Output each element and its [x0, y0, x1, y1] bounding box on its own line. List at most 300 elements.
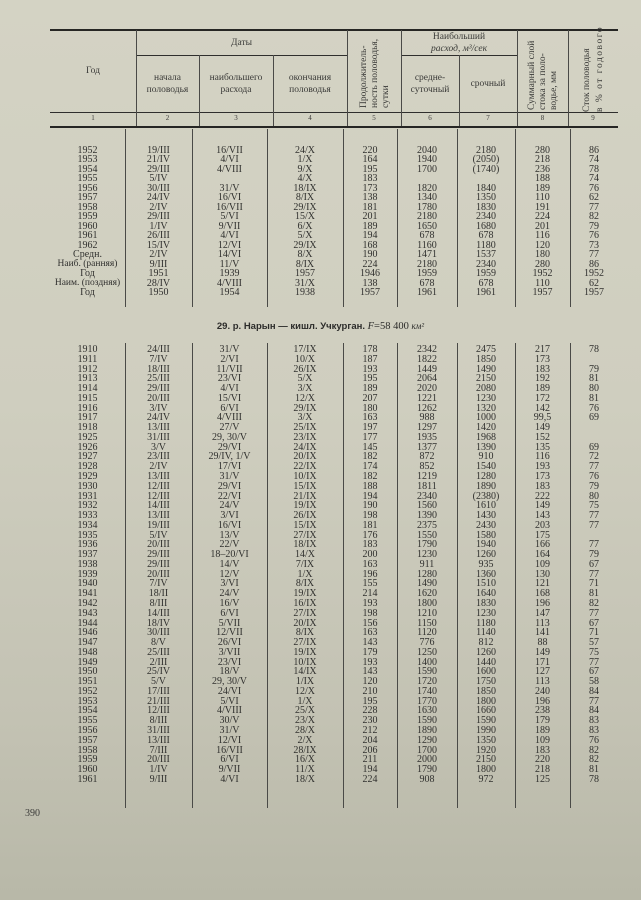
cell-duration: 181 — [362, 201, 378, 213]
cell-max-instant-flow: 1640 — [476, 588, 496, 600]
cell-peak-date: 6/VI — [220, 402, 239, 414]
cell-duration: 181 — [362, 519, 378, 531]
cell-duration: 183 — [362, 173, 378, 185]
cell-max-daily-flow: 1720 — [417, 676, 437, 688]
page-number: 390 — [25, 808, 40, 819]
section-number: 29. — [216, 321, 231, 332]
header-max-flow-line: расход, м³/сек — [430, 43, 488, 54]
cell-max-daily-flow: 872 — [419, 451, 435, 463]
cell-end-date: 10/X — [295, 353, 315, 365]
header-year-label: Год — [86, 66, 100, 76]
cell-duration: 138 — [362, 277, 378, 289]
header-instant-label: срочный — [470, 79, 506, 89]
cell-start-date: 2/IV — [149, 201, 168, 213]
cell-end-date: 21/IX — [293, 490, 317, 502]
cell-max-daily-flow: 1890 — [417, 725, 437, 737]
cell-end-date: 8/IX — [295, 258, 315, 270]
cell-max-instant-flow: 1920 — [476, 744, 496, 756]
cell-max-instant-flow: 2080 — [476, 383, 496, 395]
cell-peak-date: 26/VI — [217, 637, 242, 649]
cell-end-date: 20/IX — [293, 451, 317, 463]
cell-max-instant-flow: 2180 — [476, 145, 496, 156]
cell-max-instant-flow: 1537 — [476, 249, 496, 261]
cell-max-instant-flow: 1510 — [476, 578, 496, 590]
cell-peak-date: 1954 — [219, 287, 240, 299]
cell-flood-runoff-percent: 82 — [589, 754, 599, 766]
header-max-flow-group — [401, 30, 517, 55]
cell-flood-runoff-percent: 81 — [589, 588, 599, 600]
cell-runoff-depth: 189 — [535, 383, 550, 395]
cell-start-date: 1950 — [148, 287, 169, 299]
cell-start-date: 9/III — [149, 773, 168, 785]
cell-max-daily-flow: 852 — [419, 461, 435, 473]
cell-end-date: 25/IX — [293, 422, 317, 434]
section-station-name: р. Нарын — кишл. Учкурган. — [232, 321, 365, 332]
cell-peak-date: 18/V — [219, 666, 240, 678]
cell-year: Средн. — [73, 249, 102, 261]
cell-end-date: 3/X — [297, 412, 313, 424]
cell-peak-date: 15/VI — [217, 392, 242, 404]
cell-peak-date: 9/VII — [218, 764, 241, 776]
cell-year: 1961 — [77, 230, 98, 242]
cell-flood-runoff-percent: 86 — [589, 145, 599, 156]
cell-peak-date: 4/VIII — [217, 277, 242, 289]
cell-max-daily-flow: 1280 — [417, 568, 437, 580]
cell-peak-date: 23/VI — [217, 373, 242, 385]
cell-max-daily-flow: 2180 — [417, 258, 437, 270]
cell-max-daily-flow: 988 — [419, 412, 435, 424]
cell-duration: 120 — [362, 676, 378, 688]
cell-start-date: 18/II — [148, 588, 169, 600]
cell-end-date: 22/IX — [293, 461, 317, 473]
cell-duration: 180 — [362, 402, 378, 414]
cell-max-daily-flow: 2000 — [417, 754, 437, 766]
cell-max-instant-flow: 678 — [478, 230, 494, 242]
cell-flood-runoff-percent: 75 — [589, 500, 599, 512]
cell-year: 1952 — [77, 685, 98, 697]
cell-year: 1957 — [77, 192, 98, 204]
cell-end-date: 18/IX — [293, 539, 317, 551]
cell-peak-date: 4/VI — [220, 383, 239, 395]
cell-runoff-depth: 189 — [535, 182, 550, 194]
cell-end-date: 14/X — [295, 549, 315, 561]
cell-flood-runoff-percent: 67 — [589, 666, 599, 678]
cell-flood-runoff-percent: 77 — [589, 249, 599, 261]
cell-max-daily-flow: 1800 — [417, 598, 437, 610]
cell-duration: 195 — [362, 695, 378, 707]
cell-year: 1937 — [77, 549, 98, 561]
cell-max-daily-flow: 1550 — [417, 529, 437, 541]
cell-flood-runoff-percent: 76 — [589, 230, 599, 242]
cell-runoff-depth: 125 — [535, 773, 550, 785]
cell-duration: 182 — [362, 451, 378, 463]
cell-max-daily-flow: 1340 — [417, 192, 437, 204]
cell-year: 1928 — [77, 461, 98, 473]
cell-duration: 200 — [362, 549, 378, 561]
section-area-label: F — [367, 321, 375, 332]
cell-duration: 1957 — [360, 287, 380, 299]
cell-year: 1918 — [77, 422, 98, 434]
cell-runoff-depth: 143 — [535, 510, 550, 522]
cell-start-date: 3/V — [151, 441, 166, 453]
cell-start-date: 13/III — [147, 422, 170, 434]
cell-max-daily-flow: 678 — [419, 230, 435, 242]
cell-duration: 189 — [362, 383, 378, 395]
cell-year: Год — [80, 287, 95, 299]
cell-max-instant-flow: 1660 — [476, 705, 496, 717]
cell-year: 1925 — [77, 431, 98, 443]
cell-runoff-depth: 1957 — [532, 287, 553, 299]
cell-year: Наим. (поздняя) — [54, 277, 121, 288]
cell-end-date: 23/X — [295, 715, 315, 727]
cell-peak-date: 16/VII — [216, 744, 243, 756]
cell-max-instant-flow: 1840 — [476, 182, 496, 194]
cell-runoff-depth: 164 — [535, 549, 550, 561]
cell-peak-date: 5/VI — [220, 695, 239, 707]
cell-start-date: 1951 — [148, 268, 169, 280]
cell-end-date: 1/X — [297, 568, 313, 580]
cell-peak-date: 29/VI — [217, 480, 242, 492]
cell-max-instant-flow: 1580 — [476, 529, 496, 541]
cell-peak-date: 4/VIII — [217, 163, 242, 175]
cell-end-date: 16/X — [295, 754, 315, 766]
cell-end-date: 8/IX — [295, 627, 315, 639]
cell-max-instant-flow: 1890 — [476, 480, 496, 492]
cell-year: 1927 — [77, 451, 98, 463]
cell-start-date: 5/IV — [149, 529, 168, 541]
cell-year: 1939 — [77, 568, 98, 580]
cell-max-instant-flow: 1590 — [476, 715, 496, 727]
cell-start-date: 25/IV — [146, 666, 171, 678]
cell-runoff-depth: 149 — [535, 422, 550, 434]
cell-runoff-depth: 99,5 — [533, 412, 552, 424]
cell-duration: 224 — [362, 258, 378, 270]
cell-max-instant-flow: 2475 — [476, 344, 496, 355]
cell-max-instant-flow: (2380) — [472, 490, 500, 502]
cell-start-date: 20/III — [147, 754, 170, 766]
cell-flood-runoff-percent: 69 — [589, 441, 599, 453]
cell-start-date: 2/IV — [149, 249, 168, 261]
cell-year: 1959 — [77, 211, 98, 223]
header-max-flow-line: Наибольший — [432, 31, 486, 42]
cell-start-date: 5/V — [151, 676, 166, 688]
cell-peak-date: 4/VI — [220, 773, 239, 785]
cell-max-instant-flow: 1600 — [476, 666, 496, 678]
cell-year: 1932 — [77, 500, 98, 512]
cell-flood-runoff-percent: 75 — [589, 646, 599, 658]
header-year — [50, 30, 136, 112]
cell-peak-date: 29/VI — [217, 441, 242, 453]
cell-start-date: 19/III — [147, 145, 170, 156]
cell-flood-runoff-percent: 81 — [589, 373, 599, 385]
cell-peak-date: 14/V — [219, 558, 240, 570]
cell-peak-date: 22/VI — [217, 490, 242, 502]
cell-end-date: 29/IX — [293, 402, 317, 414]
cell-duration: 193 — [362, 656, 378, 668]
cell-start-date: 8/III — [149, 598, 168, 610]
cell-peak-date: 12/VI — [217, 239, 242, 251]
column-number: 9 — [591, 114, 595, 122]
cell-end-date: 5/X — [297, 373, 313, 385]
table-row — [0, 288, 641, 297]
cell-max-instant-flow: 1940 — [476, 539, 496, 551]
cell-max-instant-flow: 1968 — [476, 431, 496, 443]
header-daily-mean — [401, 56, 459, 112]
cell-duration: 138 — [362, 192, 378, 204]
cell-runoff-depth: 152 — [535, 431, 550, 443]
cell-start-date: 1/IV — [149, 764, 168, 776]
cell-runoff-depth: 120 — [535, 239, 550, 251]
cell-end-date: 12/X — [295, 392, 315, 404]
cell-peak-date: 31/V — [219, 725, 240, 737]
cell-duration: 179 — [362, 646, 378, 658]
cell-year: 1943 — [77, 607, 98, 619]
cell-max-daily-flow: 776 — [419, 637, 435, 649]
cell-year: 1957 — [77, 734, 98, 746]
cell-max-instant-flow: 1180 — [476, 617, 496, 629]
cell-end-date: 12/X — [295, 685, 315, 697]
cell-start-date: 3/IV — [149, 402, 168, 414]
cell-runoff-depth: 149 — [535, 500, 550, 512]
cell-flood-runoff-percent: 71 — [589, 578, 599, 590]
cell-flood-runoff-percent: 84 — [589, 685, 599, 697]
cell-max-daily-flow: 1959 — [417, 268, 437, 280]
cell-start-date: 29/III — [147, 163, 170, 175]
cell-start-date: 9/III — [149, 258, 168, 270]
cell-start-date: 30/III — [147, 627, 170, 639]
cell-runoff-depth: 113 — [535, 676, 550, 688]
cell-flood-runoff-percent: 78 — [589, 163, 599, 175]
cell-start-date: 21/III — [147, 695, 170, 707]
cell-max-daily-flow: 911 — [419, 558, 435, 570]
cell-max-daily-flow: 1297 — [417, 422, 437, 434]
cell-start-date: 24/IV — [146, 412, 171, 424]
cell-flood-runoff-percent: 74 — [589, 173, 599, 185]
cell-start-date: 8/III — [149, 715, 168, 727]
cell-peak-date: 18–20/VI — [210, 549, 249, 561]
cell-end-date: 29/IX — [293, 201, 317, 213]
cell-flood-runoff-percent: 79 — [589, 480, 599, 492]
cell-peak-date: 31/V — [219, 344, 240, 355]
cell-peak-date: 24/V — [219, 500, 240, 512]
cell-duration: 230 — [362, 715, 378, 727]
cell-flood-runoff-percent: 1952 — [584, 268, 604, 280]
cell-year: 1914 — [77, 383, 98, 395]
cell-max-instant-flow: 910 — [478, 451, 494, 463]
cell-year: 1960 — [77, 764, 98, 776]
cell-max-instant-flow: 1350 — [476, 734, 496, 746]
cell-year: 1929 — [77, 471, 98, 482]
cell-max-instant-flow: 1390 — [476, 441, 496, 453]
cell-year: 1961 — [77, 773, 98, 785]
cell-runoff-depth: 173 — [535, 471, 550, 482]
cell-duration: 145 — [362, 441, 378, 453]
cell-end-date: 8/X — [297, 249, 313, 261]
cell-peak-date: 29/IV, 1/V — [208, 451, 251, 463]
cell-duration: 182 — [362, 471, 378, 482]
cell-start-date: 29/III — [147, 211, 170, 223]
cell-runoff-depth: 110 — [535, 277, 550, 289]
cell-flood-runoff-percent: 86 — [589, 258, 599, 270]
cell-runoff-depth: 222 — [535, 490, 550, 502]
cell-flood-runoff-percent: 77 — [589, 695, 599, 707]
cell-duration: 156 — [362, 617, 378, 629]
cell-start-date: 12/III — [147, 490, 170, 502]
cell-max-instant-flow: 1830 — [476, 201, 496, 213]
cell-max-instant-flow: 1850 — [476, 685, 496, 697]
header-end-date-line: окончания — [288, 73, 332, 83]
cell-max-daily-flow: 1210 — [417, 607, 437, 619]
cell-year: 1960 — [77, 220, 98, 232]
cell-max-instant-flow: 1959 — [476, 268, 496, 280]
cell-flood-runoff-percent: 80 — [589, 490, 599, 502]
cell-runoff-depth: 172 — [535, 392, 550, 404]
cell-peak-date: 29, 30/V — [212, 676, 247, 688]
cell-duration: 206 — [362, 744, 378, 756]
cell-peak-date: 11/V — [219, 258, 240, 270]
cell-max-instant-flow: 1800 — [476, 764, 496, 776]
cell-runoff-depth: 149 — [535, 646, 550, 658]
cell-duration: 183 — [362, 539, 378, 551]
cell-end-date: 18/IX — [293, 182, 317, 194]
cell-peak-date: 12/VII — [216, 627, 243, 639]
cell-year: 1948 — [77, 646, 98, 658]
cell-year: 1956 — [77, 182, 98, 194]
cell-year: 1944 — [77, 617, 98, 629]
cell-max-daily-flow: 1770 — [417, 695, 437, 707]
cell-max-instant-flow: 2340 — [476, 211, 496, 223]
cell-start-date: 21/IV — [146, 154, 171, 166]
cell-max-daily-flow: 1590 — [417, 666, 437, 678]
cell-start-date: 5/IV — [149, 173, 168, 185]
cell-runoff-depth: 171 — [535, 656, 550, 668]
cell-max-instant-flow: 1230 — [476, 392, 496, 404]
cell-peak-date: 4/VIII — [217, 705, 242, 717]
cell-start-date: 29/III — [147, 383, 170, 395]
cell-end-date: 5/X — [297, 230, 313, 242]
cell-max-daily-flow: 1120 — [417, 627, 437, 639]
cell-runoff-depth: 109 — [535, 734, 550, 746]
cell-max-instant-flow: 1280 — [476, 471, 496, 482]
cell-runoff-depth: 280 — [535, 258, 550, 270]
cell-runoff-depth: 218 — [535, 764, 550, 776]
cell-runoff-depth: 218 — [535, 154, 550, 166]
header-start-date-line: начала — [154, 73, 181, 83]
cell-end-date: 26/IX — [293, 510, 317, 522]
cell-end-date: 27/IX — [293, 607, 317, 619]
cell-start-date: 7/IV — [149, 353, 168, 365]
cell-max-daily-flow: 1620 — [417, 588, 437, 600]
cell-runoff-depth: 127 — [535, 666, 550, 678]
cell-peak-date: 24/V — [219, 588, 240, 600]
cell-year: Год — [80, 268, 95, 280]
cell-peak-date: 16/VII — [216, 145, 243, 156]
cell-runoff-depth: 189 — [535, 725, 550, 737]
cell-max-instant-flow: 1230 — [476, 607, 496, 619]
header-runoff-depth-line: водье, мм — [549, 70, 559, 110]
cell-end-date: 2/X — [297, 734, 313, 746]
cell-max-instant-flow: 678 — [478, 277, 494, 289]
cell-year: 1958 — [77, 744, 98, 756]
cell-duration: 168 — [362, 239, 378, 251]
cell-duration: 214 — [362, 588, 378, 600]
cell-flood-runoff-percent: 76 — [589, 734, 599, 746]
cell-runoff-depth: 113 — [535, 617, 550, 629]
header-daily-mean-line: суточный — [410, 85, 450, 95]
cell-flood-runoff-percent: 77 — [589, 568, 599, 580]
cell-max-daily-flow: 1377 — [417, 441, 437, 453]
cell-year: 1930 — [77, 480, 98, 492]
cell-max-daily-flow: 1700 — [417, 744, 437, 756]
cell-end-date: 23/IX — [293, 431, 317, 443]
cell-duration: 194 — [362, 230, 378, 242]
cell-runoff-depth: 180 — [535, 249, 550, 261]
cell-runoff-depth: 1952 — [532, 268, 553, 280]
cell-duration: 207 — [362, 392, 378, 404]
cell-duration: 188 — [362, 480, 378, 492]
header-number-row-rule — [50, 126, 618, 128]
cell-end-date: 1/X — [297, 154, 313, 166]
cell-max-instant-flow: 2340 — [476, 258, 496, 270]
cell-max-daily-flow: 1400 — [417, 656, 437, 668]
cell-flood-runoff-percent: 83 — [589, 715, 599, 727]
cell-runoff-depth: 166 — [535, 539, 550, 551]
cell-year: 1941 — [77, 588, 98, 600]
cell-end-date: 8/IX — [295, 578, 315, 590]
cell-year: 1926 — [77, 441, 98, 453]
cell-max-instant-flow: 1850 — [476, 353, 496, 365]
cell-duration: 196 — [362, 568, 378, 580]
header-flood-percent-line: в % от годового — [595, 25, 605, 112]
cell-start-date: 29/III — [147, 549, 170, 561]
cell-year: 1910 — [77, 344, 98, 355]
cell-runoff-depth: 196 — [535, 695, 550, 707]
cell-runoff-depth: 179 — [535, 715, 550, 727]
cell-end-date: 1/X — [297, 695, 313, 707]
cell-start-date: 20/III — [147, 568, 170, 580]
cell-max-instant-flow: 1180 — [476, 239, 496, 251]
cell-start-date: 8/V — [151, 637, 166, 649]
cell-end-date: 28/X — [295, 725, 315, 737]
cell-duration: 195 — [362, 163, 378, 175]
cell-peak-date: 13/V — [219, 529, 240, 541]
cell-start-date: 13/III — [147, 471, 170, 482]
header-runoff-depth-line: стока за поло- — [538, 53, 548, 110]
cell-flood-runoff-percent: 67 — [589, 558, 599, 570]
header-instant — [459, 56, 517, 112]
section-area-value: =58 400 — [374, 321, 409, 332]
cell-start-date: 31/III — [147, 725, 170, 737]
cell-duration: 174 — [362, 461, 378, 473]
cell-duration: 163 — [362, 412, 378, 424]
header-peak-date-line: наибольшего — [209, 73, 263, 83]
cell-peak-date: 31/V — [219, 471, 240, 482]
cell-year: 1931 — [77, 490, 98, 502]
cell-runoff-depth: 135 — [535, 441, 550, 453]
cell-runoff-depth: 193 — [535, 461, 550, 473]
cell-end-date: 24/IX — [293, 441, 317, 453]
cell-duration: 193 — [362, 363, 378, 375]
cell-peak-date: 16/VII — [216, 201, 243, 213]
cell-max-daily-flow: 1790 — [417, 539, 437, 551]
cell-max-instant-flow: 1320 — [476, 402, 496, 414]
cell-year: 1915 — [77, 392, 98, 404]
cell-year: 1951 — [77, 676, 98, 688]
cell-flood-runoff-percent: 62 — [589, 192, 599, 204]
cell-max-instant-flow: 1610 — [476, 500, 496, 512]
cell-runoff-depth: 240 — [535, 685, 550, 697]
cell-max-daily-flow: 1790 — [417, 764, 437, 776]
